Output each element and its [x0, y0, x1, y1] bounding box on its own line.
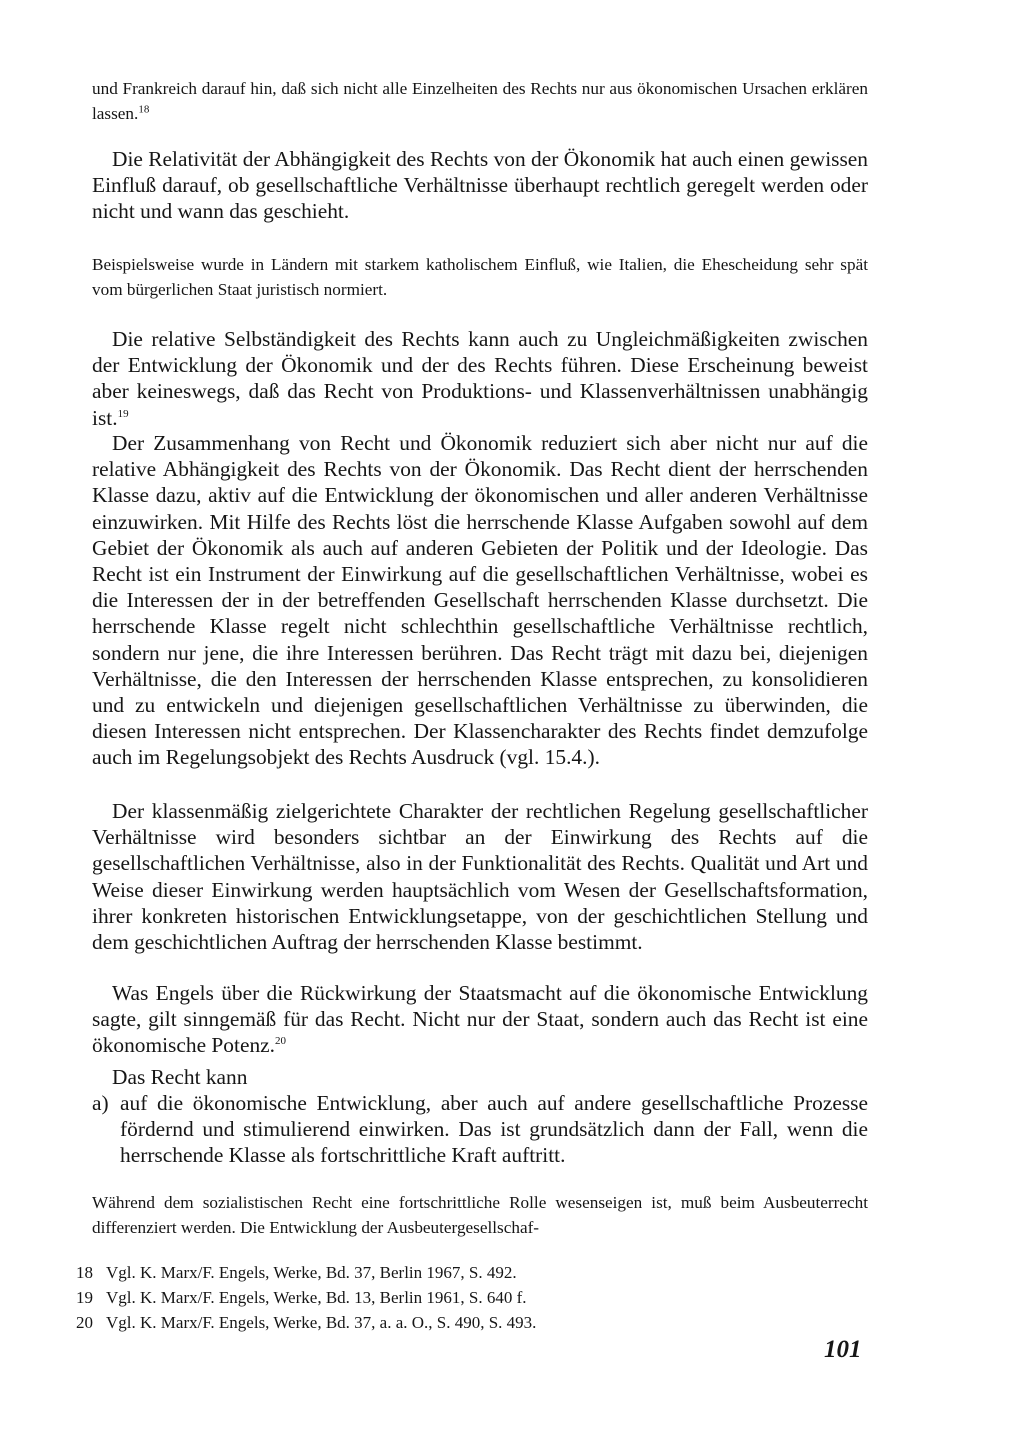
note-socialist-law: Während dem sozialistischen Recht eine fortschrittliche Rolle wesenseigen ist, muß beim Ausbeuterrecht differenziert werden. Die Entwicklung der Ausbeutergesellschaf- [92, 1193, 868, 1237]
example-note-italy: Beispielsweise wurde in Ländern mit starkem katholischem Einfluß, wie Italien, die Ehescheidung sehr spät vom bürgerlichen Staat juristisch normiert. [92, 255, 868, 299]
footnote-text: Vgl. K. Marx/F. Engels, Werke, Bd. 37, Berlin 1967, S. 492. [106, 1263, 517, 1282]
paragraph-engels: Was Engels über die Rückwirkung der Staatsmacht auf die ökonomische Entwicklung sagte, gilt sinngemäß für das Recht. Nicht nur der Staat, sondern auch das Recht ist eine ökonomische Potenz.$^{20}$ [92, 981, 868, 1058]
footnote-number: 20 [76, 1313, 93, 1332]
footnote-18 [76, 1260, 856, 1285]
list-item-a [92, 1090, 868, 1169]
page-number: 101 [824, 1336, 862, 1363]
paragraph-relativity: Die Relativität der Abhängigkeit des Rechts von der Ökonomik hat auch einen gewissen Einfluß darauf, ob gesellschaftliche Verhältnisse überhaupt rechtlich geregelt werden oder nicht und wann das geschieht. [92, 147, 868, 224]
paragraph-independence: Die relative Selbständigkeit des Rechts kann auch zu Ungleichmäßigkeiten zwischen der Entwicklung der Ökonomik und der des Rechts führen. Diese Erscheinung beweist aber keineswegs, daß das Recht von Produktions- und Klassenverhältnissen unabhängig ist.$^{19}$ [92, 327, 868, 430]
footnote-20 [76, 1310, 856, 1335]
footnote-number: 18 [76, 1263, 93, 1282]
footnotes [76, 1260, 856, 1335]
footnote-text: Vgl. K. Marx/F. Engels, Werke, Bd. 37, a. a. O., S. 490, S. 493. [106, 1313, 537, 1332]
list-marker: a) [92, 1091, 109, 1115]
paragraph-continuation: und Frankreich darauf hin, daß sich nicht alle Einzelheiten des Rechts nur aus ökonomischen Ursachen erklären lassen.$^{18}$ [92, 79, 868, 123]
paragraph-connection: Der Zusammenhang von Recht und Ökonomik reduziert sich aber nicht nur auf die relative Abhängigkeit des Rechts von der Ökonomik. Das Recht dient der herrschenden Klasse dazu, aktiv auf die Entwicklung der ökonomischen und aller anderen Verhältnisse einzuwirken. Mit Hilfe des Rechts löst die herrschende Klasse Aufgaben sowohl auf dem Gebiet der Ökonomik als auch auf anderen Gebieten der Politik und der Ideologie. Das Recht ist ein Instrument der Einwirkung auf die gesellschaftlichen Verhältnisse, wobei es die Interessen der in der betreffenden Gesellschaft herrschenden Klasse durchsetzt. Die herrschende Klasse regelt nicht schlechthin gesellschaftliche Verhältnisse rechtlich, sondern nur jene, die ihre Interessen berühren. Das Recht trägt mit dazu bei, diejenigen Verhältnisse, die den Interessen der herrschenden Klasse entsprechen, zu konsolidieren und zu entwickeln und diejenigen gesellschaftlichen Verhältnisse zu überwinden, die diesen Interessen nicht entsprechen. Der Klassencharakter des Rechts findet demzufolge auch im Regelungsobjekt des Rechts Ausdruck (vgl. 15.4.). [92, 431, 868, 770]
paragraph-list-intro: Das Recht kann [112, 1065, 248, 1089]
footnote-text: Vgl. K. Marx/F. Engels, Werke, Bd. 13, Berlin 1961, S. 640 f. [106, 1288, 527, 1307]
footnote-number: 19 [76, 1288, 93, 1307]
list-item-text: auf die ökonomische Entwicklung, aber auch auf andere gesellschaftliche Prozesse fördernd und stimulierend einwirken. Das ist grundsätzlich dann der Fall, wenn die herrschende Klasse als fortschrittliche Kraft auftritt. [120, 1091, 868, 1168]
footnote-19 [76, 1285, 856, 1310]
footnote-ref-19: 19 [117, 407, 129, 420]
paragraph-class-character: Der klassenmäßig zielgerichtete Charakter der rechtlichen Regelung gesellschaftlicher Verhältnisse wird besonders sichtbar an der Einwirkung des Rechts auf die gesellschaftlichen Verhältnisse, also in der Funktionalität des Rechts. Qualität und Art und Weise dieser Einwirkung werden hauptsächlich vom Wesen der Gesellschaftsformation, ihrer konkreten historischen Entwicklungsetappe, von der geschichtlichen Stellung und dem geschichtlichen Auftrag der herrschenden Klasse bestimmt. [92, 799, 868, 955]
footnote-ref-18: 18 [138, 103, 150, 116]
footnote-ref-20: 20 [274, 1035, 286, 1048]
